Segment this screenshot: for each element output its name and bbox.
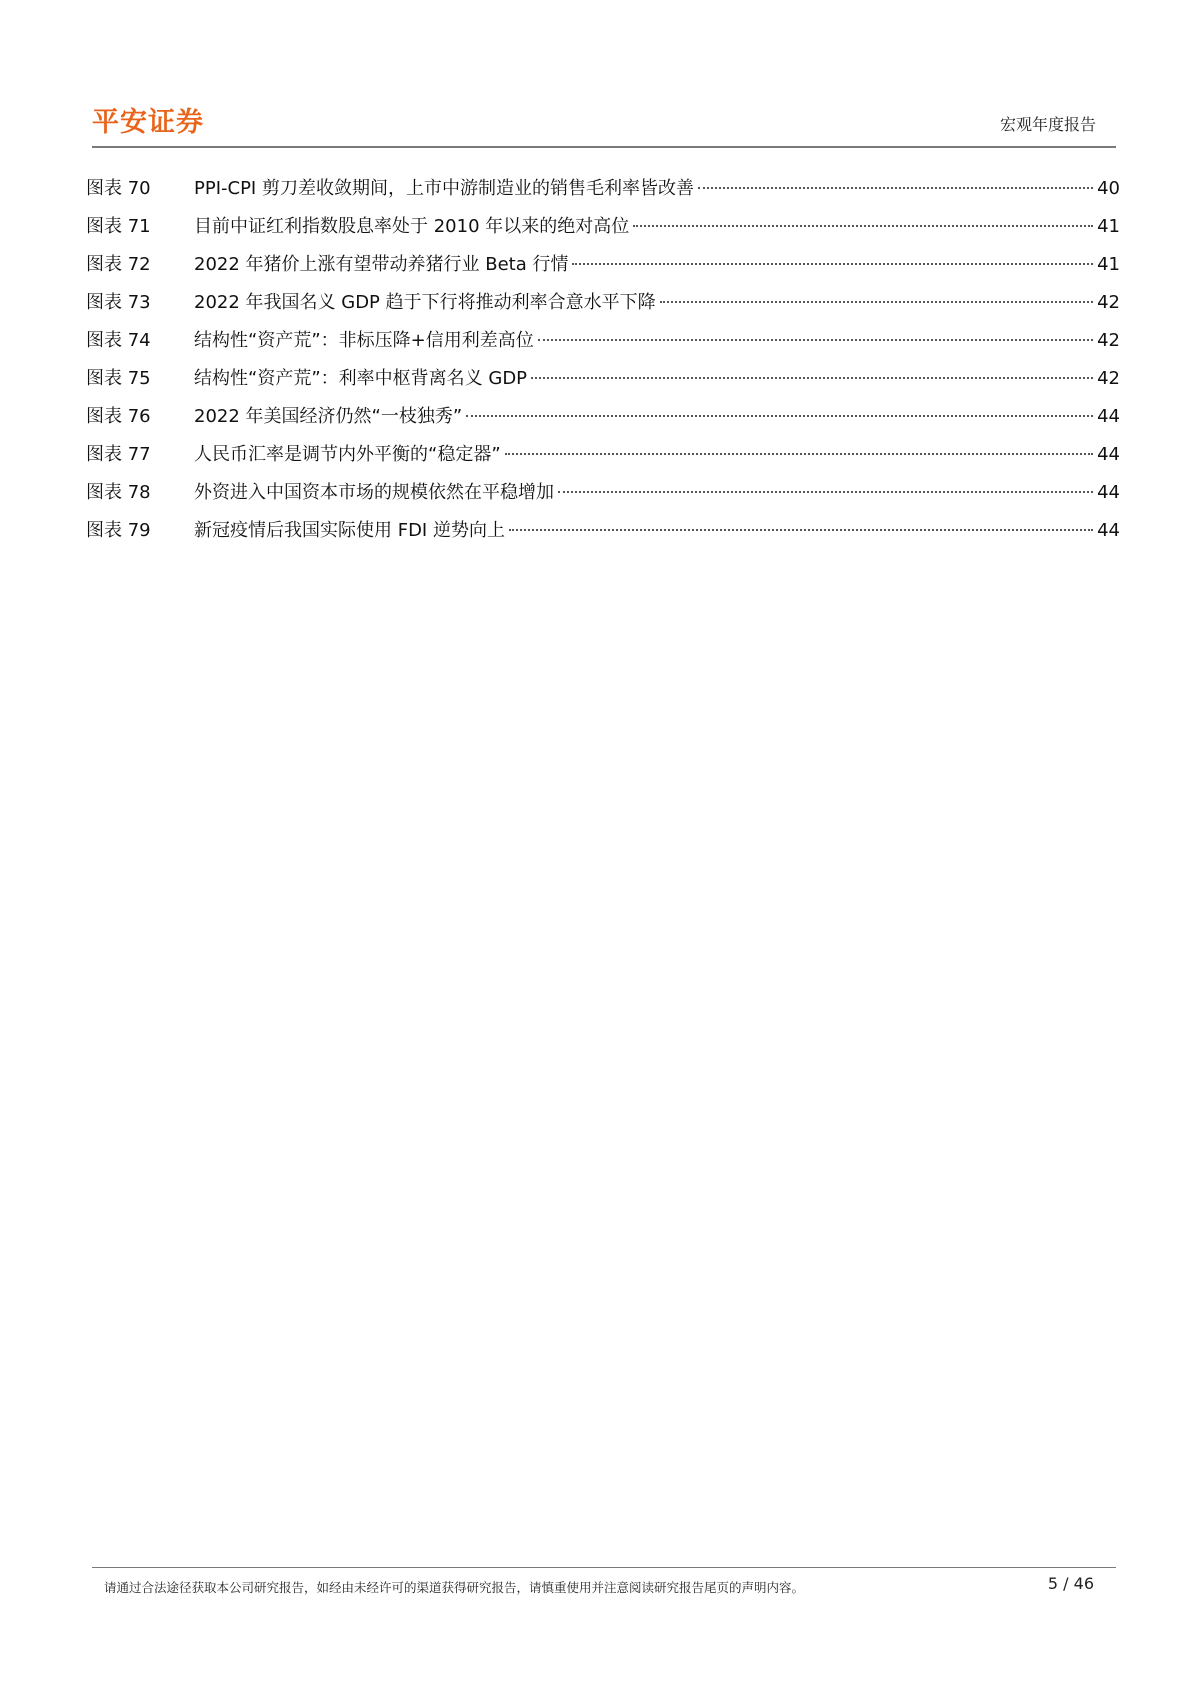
toc-page-number: 40	[1097, 178, 1120, 199]
toc-dot-leader	[698, 186, 1093, 189]
toc-dot-leader	[509, 528, 1093, 531]
toc-page-number: 44	[1097, 444, 1120, 465]
toc-page-number: 42	[1097, 292, 1120, 313]
toc-figure-number: 图表 71	[86, 216, 151, 237]
toc-dot-leader	[505, 452, 1093, 455]
toc-figure-number: 图表 77	[86, 444, 151, 465]
toc-figure-title: 目前中证红利指数股息率处于 2010 年以来的绝对高位	[194, 216, 630, 237]
toc-dot-leader	[572, 262, 1093, 265]
toc-figure-number: 图表 78	[86, 482, 151, 503]
toc-page-number: 41	[1097, 216, 1120, 237]
toc-dot-leader	[660, 300, 1093, 303]
toc-page-number: 42	[1097, 330, 1120, 351]
toc-figure-number: 图表 79	[86, 520, 151, 541]
toc-page-number: 42	[1097, 368, 1120, 389]
toc-entry[interactable]	[86, 436, 1120, 474]
toc-page-number: 41	[1097, 254, 1120, 275]
toc-page-number: 44	[1097, 482, 1120, 503]
toc-figure-number: 图表 73	[86, 292, 151, 313]
toc-page-number: 44	[1097, 406, 1120, 427]
toc-figure-title: 人民币汇率是调节内外平衡的“稳定器”	[194, 444, 501, 465]
toc-entry[interactable]	[86, 246, 1120, 284]
toc-entry[interactable]	[86, 398, 1120, 436]
toc-entry[interactable]	[86, 208, 1120, 246]
toc-entry[interactable]	[86, 360, 1120, 398]
toc-dot-leader	[558, 490, 1093, 493]
toc-figure-title: 2022 年我国名义 GDP 趋于下行将推动利率合意水平下降	[194, 292, 656, 313]
figure-toc-list	[86, 170, 1120, 550]
page-number: 5 / 46	[1047, 1574, 1094, 1593]
toc-entry[interactable]	[86, 284, 1120, 322]
toc-dot-leader	[531, 376, 1093, 379]
toc-entry[interactable]	[86, 322, 1120, 360]
toc-entry[interactable]	[86, 512, 1120, 550]
toc-figure-title: 结构性“资产荒”：利率中枢背离名义 GDP	[194, 368, 528, 389]
toc-figure-number: 图表 76	[86, 406, 151, 427]
header-divider	[92, 146, 1116, 148]
toc-entry[interactable]	[86, 170, 1120, 208]
toc-figure-title: 2022 年猪价上涨有望带动养猪行业 Beta 行情	[194, 254, 569, 275]
footer-disclaimer: 请通过合法途径获取本公司研究报告，如经由未经许可的渠道获得研究报告，请慎重使用并注意阅读研究报告尾页的声明内容。	[104, 1580, 805, 1595]
footer-divider	[92, 1567, 1116, 1568]
toc-figure-title: 新冠疫情后我国实际使用 FDI 逆势向上	[194, 520, 505, 541]
toc-dot-leader	[633, 224, 1093, 227]
toc-figure-title: 结构性“资产荒”：非标压降+信用利差高位	[194, 330, 534, 351]
toc-dot-leader	[466, 414, 1093, 417]
brand-logo: 平安证券	[92, 107, 204, 138]
toc-figure-title: 外资进入中国资本市场的规模依然在平稳增加	[194, 482, 554, 503]
toc-figure-number: 图表 75	[86, 368, 151, 389]
toc-figure-number: 图表 70	[86, 178, 151, 199]
toc-page-number: 44	[1097, 520, 1120, 541]
toc-figure-title: PPI-CPI 剪刀差收敛期间，上市中游制造业的销售毛利率皆改善	[194, 178, 694, 199]
toc-figure-title: 2022 年美国经济仍然“一枝独秀”	[194, 406, 463, 427]
report-type-label: 宏观年度报告	[999, 115, 1096, 134]
page-header	[92, 96, 1116, 148]
toc-dot-leader	[538, 338, 1093, 341]
toc-entry[interactable]	[86, 474, 1120, 512]
toc-figure-number: 图表 74	[86, 330, 151, 351]
toc-figure-number: 图表 72	[86, 254, 151, 275]
